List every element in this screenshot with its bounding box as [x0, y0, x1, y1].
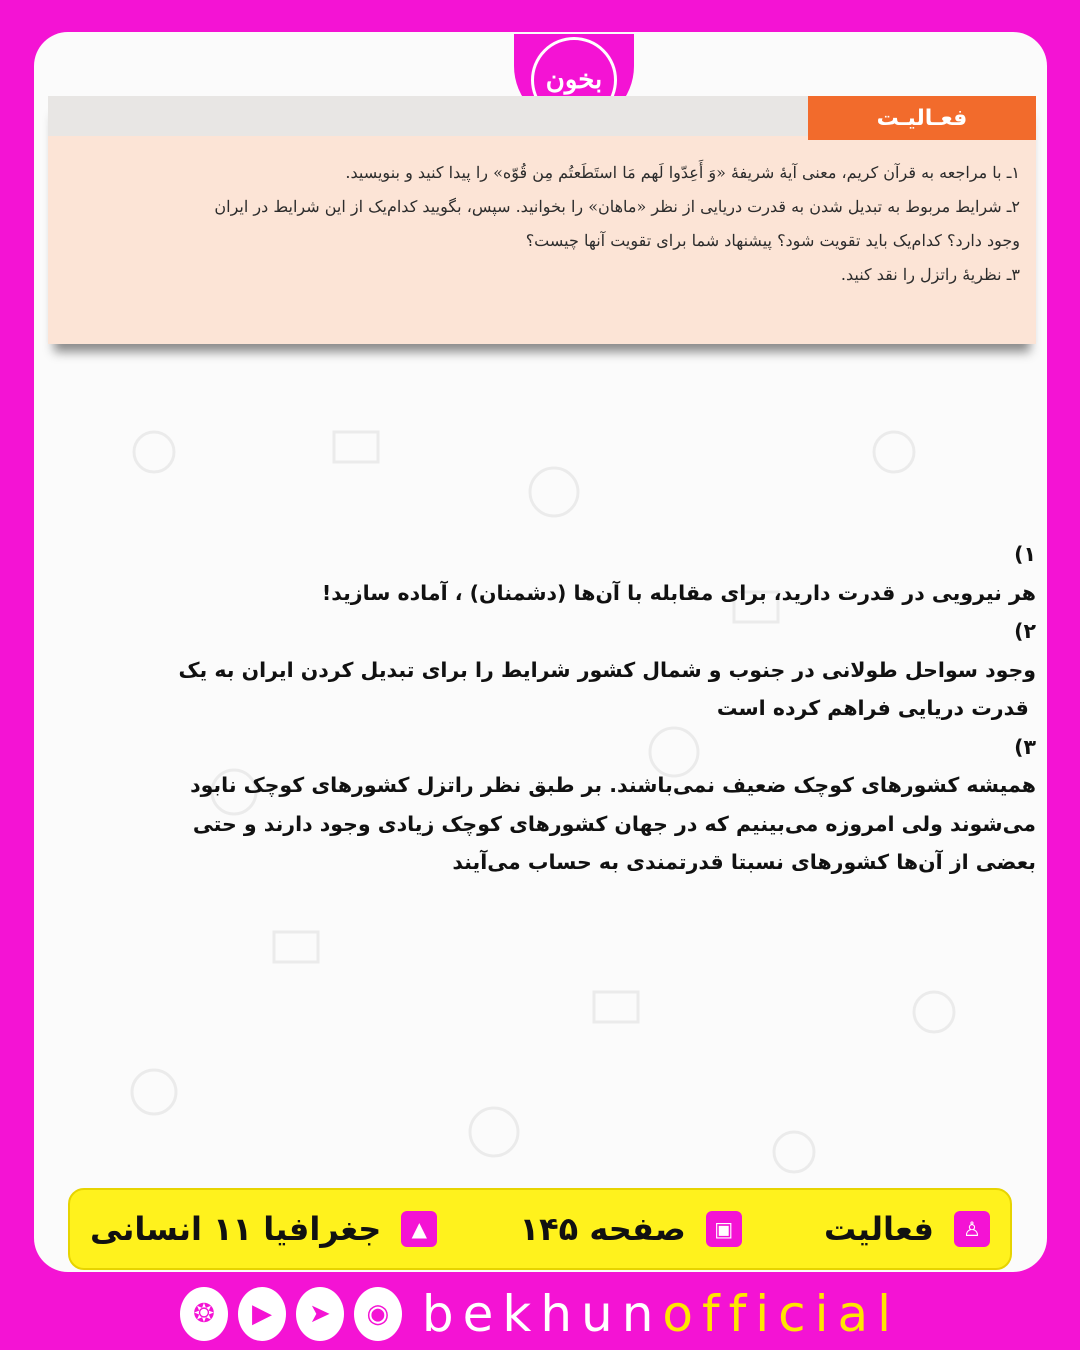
- info-bar: [68, 1188, 1012, 1270]
- brand-handle[interactable]: bekhunofficial: [421, 1285, 901, 1343]
- youtube-icon[interactable]: ▶: [238, 1287, 286, 1341]
- bekhun-logo: بخون: [531, 37, 617, 123]
- instagram-icon[interactable]: ◉: [354, 1287, 402, 1341]
- answer-number: ۲): [1014, 619, 1036, 643]
- film-icon[interactable]: ❂: [180, 1287, 228, 1341]
- textbook-excerpt: [48, 96, 1036, 344]
- question-line: وجود دارد؟ کدام‌یک باید تقویت شود؟ پیشنهاد شما برای تقویت آنها چیست؟: [525, 231, 1020, 250]
- activity-label: ♙ فعالیت: [824, 1210, 990, 1248]
- textbook-heading: فعـالیـت: [808, 96, 1036, 140]
- answers: [70, 535, 1036, 882]
- answer-number: ۳): [1014, 734, 1036, 759]
- answer-text: همیشه کشورهای کوچک ضعیف نمی‌باشند. بر طبق نظر راتزل کشورهای کوچک نابود می‌شوند ولی امروزه می‌بینیم که در جهان کشورهای کوچک زیادی وجود دارند و حتی بعضی از آن‌ها کشورهای نسبتا قدرتمندی به حساب می‌آیند: [190, 773, 1036, 874]
- social-footer: [180, 1284, 900, 1344]
- textbook-questions: [48, 136, 1036, 292]
- question-line: ۱ـ با مراجعه به قرآن کریم، معنی آیهٔ شریفهٔ «وَ أَعِدّوا لَهم مَا استَطَعتُم مِن قُوّه» را پیدا کنید و بنویسید.: [345, 163, 1020, 182]
- subject-label: ▲ جغرافیا ۱۱ انسانی: [90, 1210, 437, 1248]
- page-label: ▣ صفحه ۱۴۵: [520, 1210, 742, 1248]
- answer-number: ۱): [1014, 542, 1036, 566]
- graduation-cap-icon: ▲: [401, 1211, 437, 1247]
- answer-text: هر نیرویی در قدرت دارید، برای مقابله با آن‌ها (دشمنان) ، آماده سازید!: [321, 580, 1036, 605]
- teacher-icon: ♙: [954, 1211, 990, 1247]
- book-icon: ▣: [706, 1211, 742, 1247]
- question-line: ۳ـ نظریهٔ راتزل را نقد کنید.: [840, 265, 1020, 284]
- question-line: ۲ـ شرایط مربوط به تبدیل شدن به قدرت دریایی از نظر «ماهان» را بخوانید. سپس، بگویید کدام‌یک از این شرایط در ایران: [214, 197, 1020, 216]
- telegram-icon[interactable]: ➤: [296, 1287, 344, 1341]
- answer-text: وجود سواحل طولانی در جنوب و شمال کشور شرایط را برای تبدیل کردن ایران به یک قدرت دریایی فراهم کرده است: [178, 657, 1036, 720]
